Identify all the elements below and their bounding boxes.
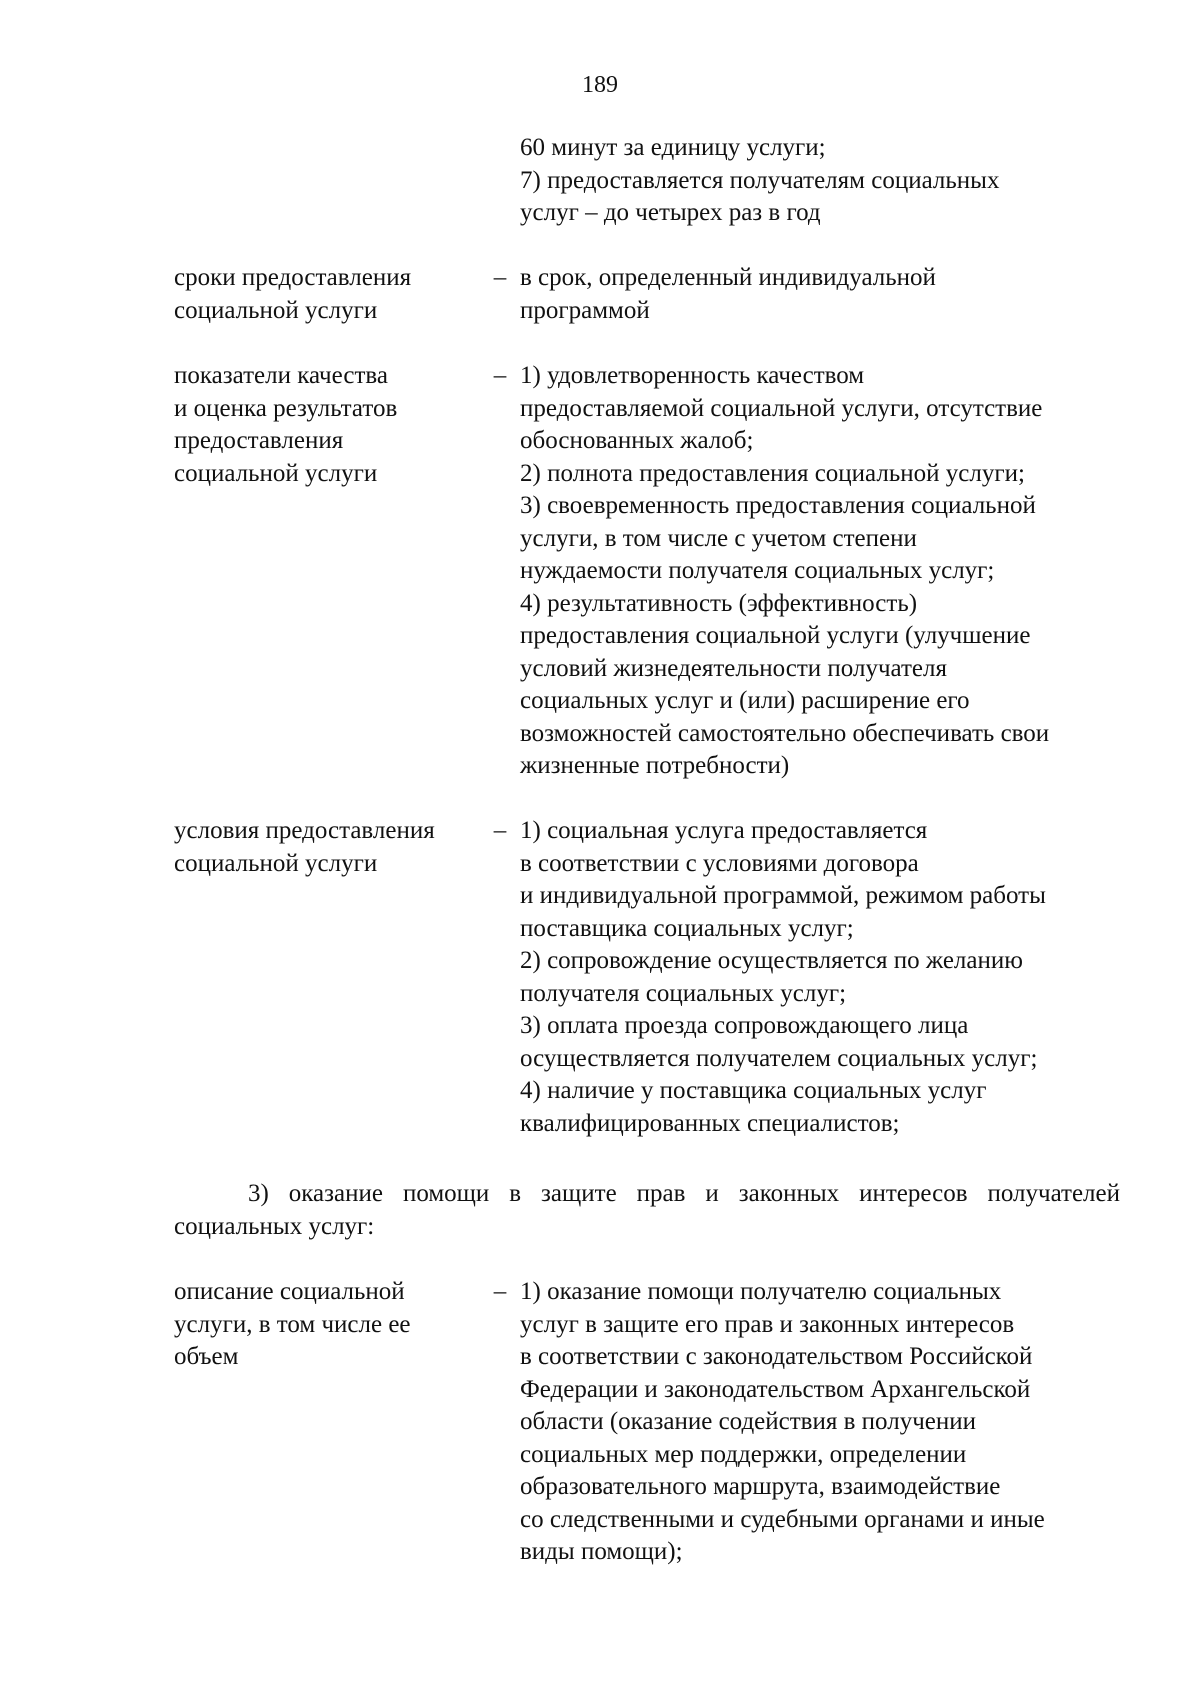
page-number: 189: [582, 72, 618, 98]
value-line: услуг в защите его прав и законных интересов: [520, 1310, 1015, 1338]
value-line: получателя социальных услуг;: [520, 979, 847, 1007]
value-line: 4) результативность (эффективность): [520, 589, 918, 617]
attribute-value: [520, 815, 1140, 1140]
value-line: программой: [520, 296, 650, 324]
value-line: квалифицированных специалистов;: [520, 1109, 900, 1137]
label-line: описание социальной: [174, 1278, 405, 1305]
value-line: в срок, определенный индивидуальной: [520, 264, 936, 291]
attribute-label: [174, 1276, 484, 1374]
value-line: виды помощи);: [520, 1538, 683, 1565]
dash-separator: –: [493, 817, 507, 844]
attribute-value: [520, 1276, 1140, 1569]
dash-separator: –: [493, 362, 507, 389]
value-line: обоснованных жалоб;: [520, 427, 754, 454]
attribute-label: [174, 815, 484, 880]
value-line: Федерации и законодательством Архангельской: [520, 1375, 1031, 1403]
attribute-label: [174, 360, 484, 490]
attribute-value: [520, 262, 1140, 327]
attribute-value: [520, 360, 1140, 783]
value-line: нуждаемости получателя социальных услуг;: [520, 557, 995, 584]
value-line: предоставления социальной услуги (улучшение: [520, 622, 1031, 649]
label-line: показатели качества: [174, 362, 388, 389]
value-line: 3) оплата проезда сопровождающего лица: [520, 1012, 969, 1039]
value-line: социальных мер поддержки, определении: [520, 1440, 967, 1468]
value-line: образовательного маршрута, взаимодействие: [520, 1473, 1001, 1500]
attribute-label: [174, 262, 484, 327]
value-line: и индивидуальной программой, режимом работы: [520, 882, 1046, 909]
value-line: 60 минут за единицу услуги;: [520, 134, 826, 161]
value-line: услуг – до четырех раз в год: [520, 199, 821, 226]
dash-separator: –: [493, 1278, 507, 1305]
value-line: 1) социальная услуга предоставляется: [520, 817, 928, 844]
value-line: жизненные потребности): [520, 752, 790, 779]
section-paragraph: [174, 1178, 1120, 1243]
value-line: социальных услуг и (или) расширение его: [520, 687, 970, 714]
value-line: условий жизнедеятельности получателя: [520, 654, 947, 682]
label-line: предоставления: [174, 427, 344, 454]
label-line: сроки предоставления: [174, 264, 412, 291]
value-line: 7) предоставляется получателям социальных: [520, 166, 1000, 194]
label-line: условия предоставления: [174, 817, 435, 844]
dash-separator: –: [493, 264, 507, 291]
value-line: 1) удовлетворенность качеством: [520, 362, 865, 389]
value-line: предоставляемой социальной услуги, отсутствие: [520, 394, 1043, 422]
paragraph-line: социальных услуг:: [174, 1212, 375, 1240]
continued-value-block: [520, 132, 1120, 230]
value-line: в соответствии с законодательством Российской: [520, 1343, 1033, 1370]
paragraph-line: 3) оказание помощи в защите прав и законных интересов получателей: [248, 1180, 1120, 1207]
label-line: объем: [174, 1343, 239, 1370]
label-line: социальной услуги: [174, 459, 378, 487]
value-line: осуществляется получателем социальных услуг;: [520, 1044, 1038, 1072]
value-line: 2) полнота предоставления социальной услуги;: [520, 459, 1025, 487]
value-line: 3) своевременность предоставления социальной: [520, 492, 1036, 519]
value-line: возможностей самостоятельно обеспечивать свои: [520, 719, 1050, 747]
label-line: и оценка результатов: [174, 394, 398, 422]
label-line: социальной услуги: [174, 296, 378, 324]
value-line: в соответствии с условиями договора: [520, 849, 919, 877]
label-line: социальной услуги: [174, 849, 378, 877]
value-line: со следственными и судебными органами и иные: [520, 1505, 1045, 1533]
label-line: услуги, в том числе ее: [174, 1310, 411, 1338]
value-line: 4) наличие у поставщика социальных услуг: [520, 1077, 987, 1104]
value-line: поставщика социальных услуг;: [520, 914, 854, 942]
value-line: 1) оказание помощи получателю социальных: [520, 1278, 1002, 1305]
value-line: области (оказание содействия в получении: [520, 1408, 976, 1435]
value-line: 2) сопровождение осуществляется по желанию: [520, 947, 1023, 974]
value-line: услуги, в том числе с учетом степени: [520, 524, 917, 552]
